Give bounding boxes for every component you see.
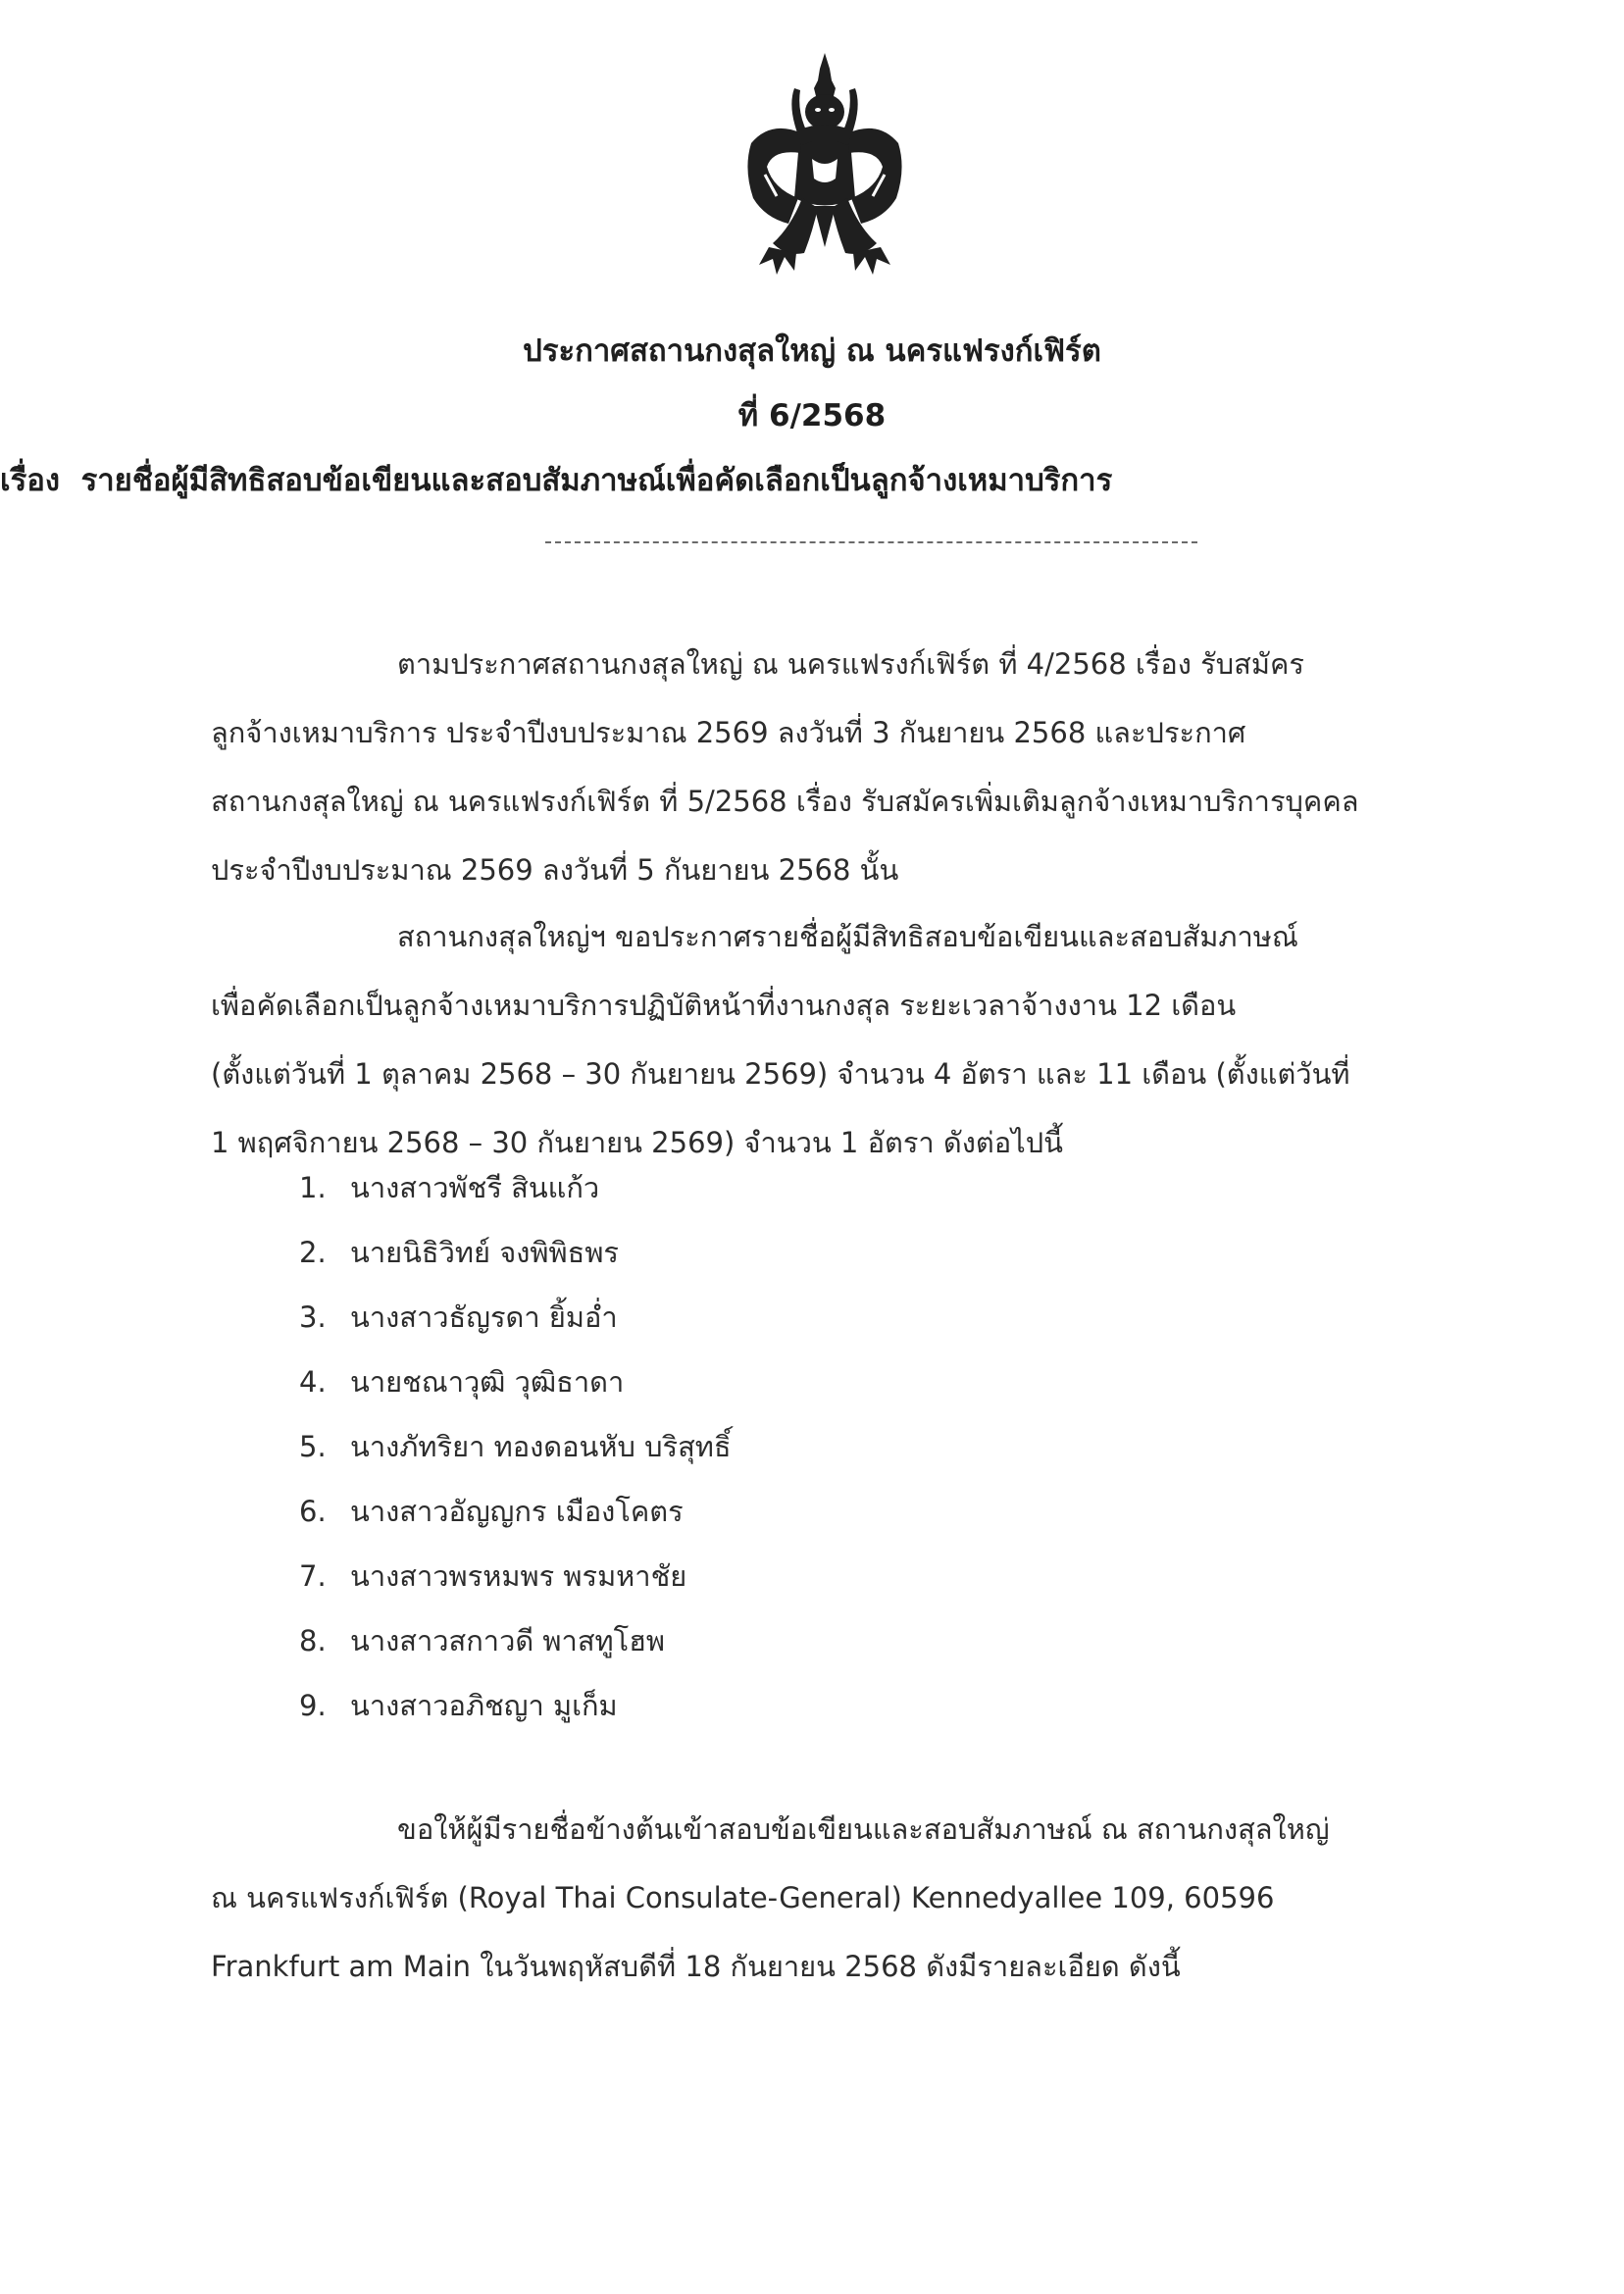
candidate-name: นางภัทริยา ทองดอนหับ บริสุทธิ์ [350,1430,732,1463]
subject-text: รายชื่อผู้มีสิทธิสอบข้อเขียนและสอบสัมภาษณ์เพื่อคัดเลือกเป็นลูกจ้างเหมาบริการ [80,463,1113,498]
list-item [299,1285,732,1350]
announcement-title: ประกาศสถานกงสุลใหญ่ ณ นครแฟรงก์เฟิร์ต [523,333,1101,369]
list-number: 9. [299,1689,327,1722]
list-number: 8. [299,1624,327,1657]
paragraph-line: เพื่อคัดเลือกเป็นลูกจ้างเหมาบริการปฏิบัติหน้าที่งานกงสุล ระยะเวลาจ้างงาน 12 เดือน [211,989,1237,1022]
announcement-subject [0,463,1112,499]
candidate-name: นายชณาวุฒิ วุฒิธาดา [350,1365,625,1399]
paragraph-line: 1 พฤศจิกายน 2568 – 30 กันยายน 2569) จำนวน 1 อัตรา ดังต่อไปนี้ [211,1126,1063,1159]
candidate-name: นางสาวอภิชญา มูเก็ม [350,1689,618,1722]
list-number: 3. [299,1300,327,1334]
paragraph-line: Frankfurt am Main ในวันพฤหัสบดีที่ 18 กันยายน 2568 ดังมีรายละเอียด ดังนี้ [211,1950,1181,1983]
candidate-name: นางสาวพรหมพร พรมหาชัย [350,1559,687,1593]
paragraph-announcement [211,902,1417,1177]
paragraph-reference [211,630,1417,904]
list-item [299,1479,732,1544]
paragraph-line: ณ นครแฟรงก์เฟิร์ต (Royal Thai Consulate-General) Kennedyallee 109, 60596 [211,1881,1275,1914]
list-number: 5. [299,1430,327,1463]
paragraph-exam-details [211,1795,1417,2001]
list-number: 6. [299,1495,327,1528]
list-item [299,1608,732,1673]
paragraph-line: ขอให้ผู้มีรายชื่อข้างต้นเข้าสอบข้อเขียนและสอบสัมภาษณ์ ณ สถานกงสุลใหญ่ [397,1812,1330,1846]
list-number: 4. [299,1365,327,1399]
list-item [299,1220,732,1285]
paragraph-line: (ตั้งแต่วันที่ 1 ตุลาคม 2568 – 30 กันยายน 2569) จำนวน 4 อัตรา และ 11 เดือน (ตั้งแต่วันที่ [211,1057,1350,1091]
list-item [299,1350,732,1414]
list-item [299,1155,732,1220]
list-number: 2. [299,1236,327,1269]
list-item [299,1414,732,1479]
candidate-name: นางสาวธัญรดา ยิ้มอ่ำ [350,1300,618,1334]
list-item [299,1673,732,1738]
list-item [299,1544,732,1608]
subject-label: เรื่อง [0,463,61,498]
paragraph-line: สถานกงสุลใหญ่ฯ ขอประกาศรายชื่อผู้มีสิทธิสอบข้อเขียนและสอบสัมภาษณ์ [397,920,1298,953]
announcement-number: ที่ 6/2568 [737,398,887,433]
paragraph-line: ตามประกาศสถานกงสุลใหญ่ ณ นครแฟรงก์เฟิร์ต ที่ 4/2568 เรื่อง รับสมัคร [397,647,1304,681]
garuda-emblem [743,51,906,279]
candidate-list [299,1155,732,1738]
paragraph-line: ประจำปีงบประมาณ 2569 ลงวันที่ 5 กันยายน 2568 นั้น [211,853,899,887]
list-number: 7. [299,1559,327,1593]
divider [545,541,1197,543]
candidate-name: นางสาวพัชรี สินแก้ว [350,1171,600,1204]
candidate-name: นางสาวสกาวดี พาสทูโฮพ [350,1624,666,1657]
paragraph-line: สถานกงสุลใหญ่ ณ นครแฟรงก์เฟิร์ต ที่ 5/2568 เรื่อง รับสมัครเพิ่มเติมลูกจ้างเหมาบริการบุคคล [211,785,1359,818]
paragraph-line: ลูกจ้างเหมาบริการ ประจำปีงบประมาณ 2569 ลงวันที่ 3 กันยายน 2568 และประกาศ [211,716,1246,749]
candidate-name: นายนิธิวิทย์ จงพิพิธพร [350,1236,620,1269]
candidate-name: นางสาวอัญญกร เมืองโคตร [350,1495,684,1528]
list-number: 1. [299,1171,327,1204]
